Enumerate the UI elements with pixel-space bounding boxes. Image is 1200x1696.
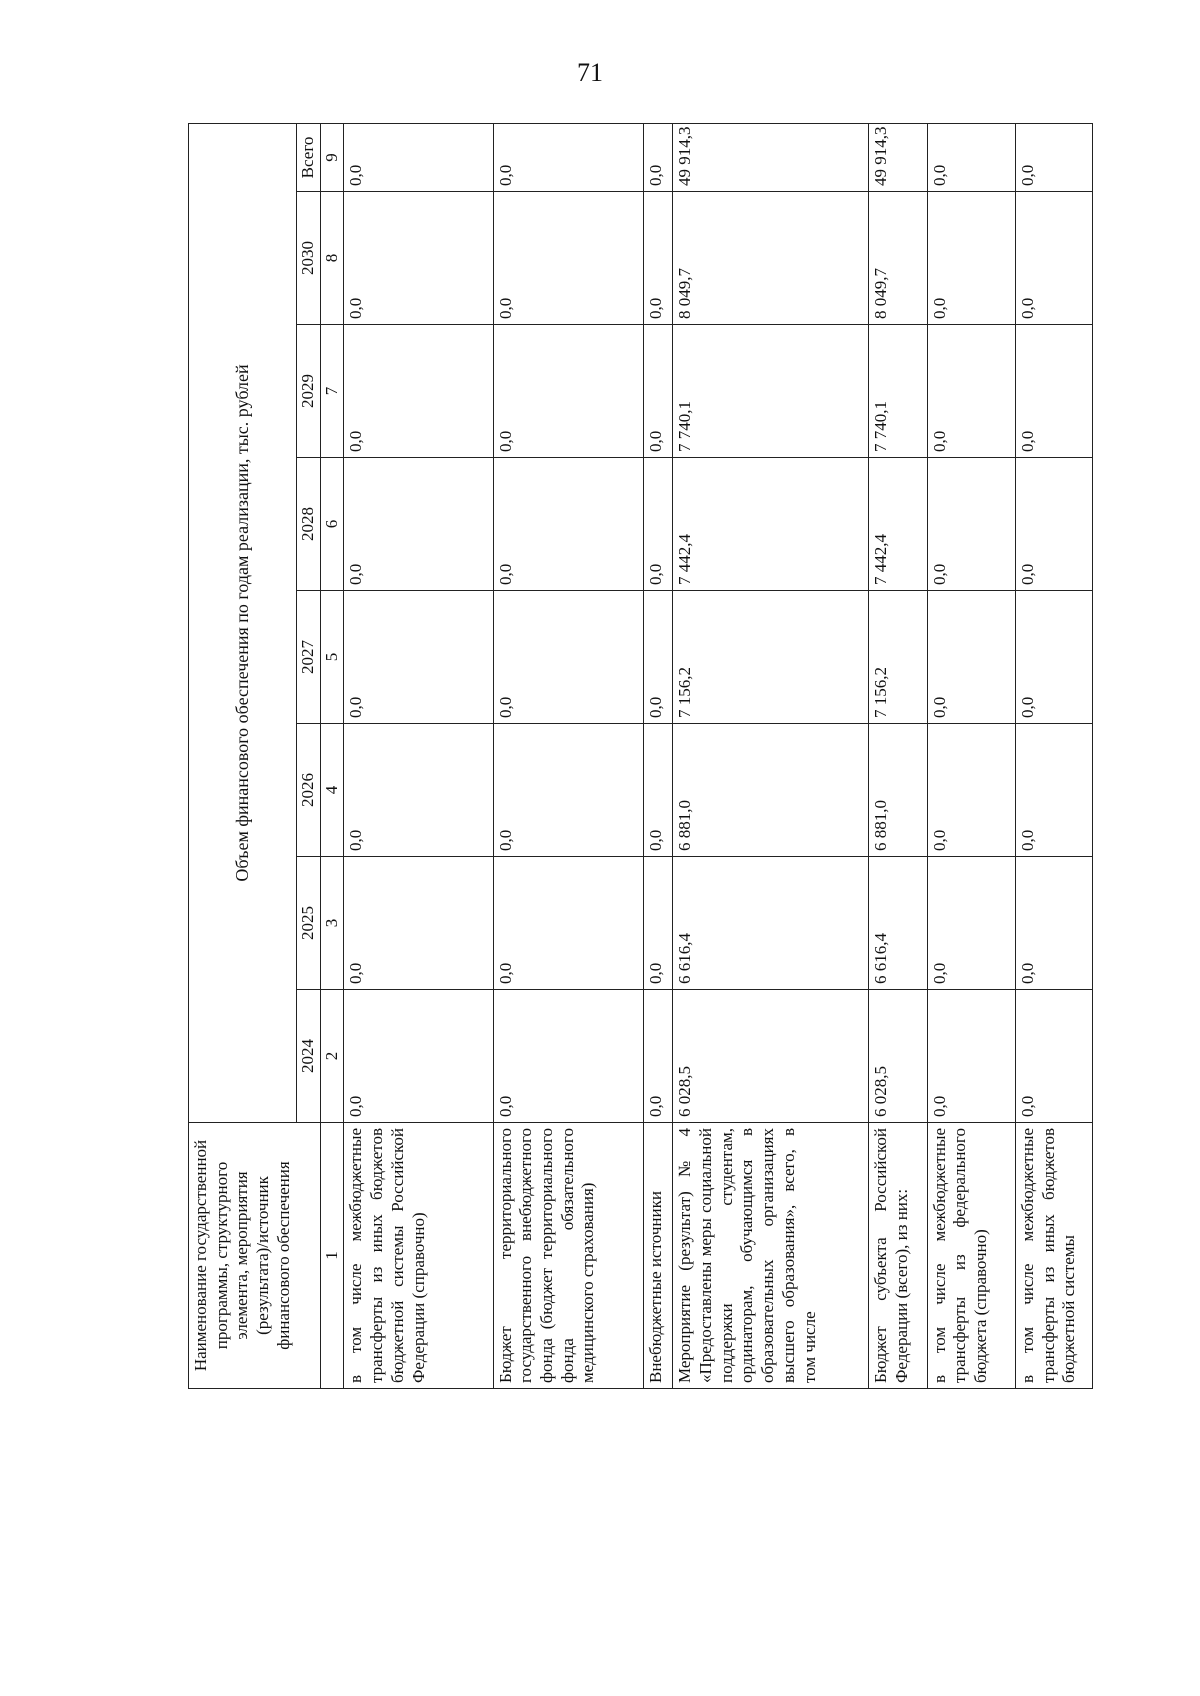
value-cell: 0,0 <box>643 123 673 191</box>
column-number: 7 <box>320 325 344 458</box>
year-header: Всего <box>297 123 321 191</box>
value-cell: 7 156,2 <box>673 591 869 724</box>
value-cell: 0,0 <box>1015 857 1092 990</box>
table-row <box>927 123 1015 1388</box>
value-cell: 0,0 <box>344 724 493 857</box>
row-name-cell: в том числе межбюджетные трансферты из иных бюджетов бюджетной системы Российской Федерации (справочно) <box>344 1123 493 1389</box>
header-name-cell: Наименование государственной программы, структурного элемента, мероприятия (результата)/источник финансового обеспечения <box>189 1123 321 1389</box>
row-name-cell: Внебюджетные источники <box>643 1123 673 1389</box>
table-row <box>1015 123 1092 1388</box>
value-cell: 0,0 <box>1015 192 1092 325</box>
value-cell: 6 616,4 <box>673 857 869 990</box>
value-cell: 0,0 <box>927 724 1015 857</box>
value-cell: 0,0 <box>1015 990 1092 1123</box>
year-header: 2024 <box>297 990 321 1123</box>
value-cell: 0,0 <box>643 990 673 1123</box>
value-cell: 0,0 <box>1015 591 1092 724</box>
table-body <box>344 123 1093 1388</box>
value-cell: 6 028,5 <box>869 990 927 1123</box>
table-row <box>673 123 869 1388</box>
value-cell: 0,0 <box>344 591 493 724</box>
value-cell: 7 442,4 <box>869 458 927 591</box>
value-cell: 8 049,7 <box>673 192 869 325</box>
year-header: 2028 <box>297 458 321 591</box>
header-volume-cell: Объем финансового обеспечения по годам реализации, тыс. рублей <box>189 123 297 1122</box>
value-cell: 0,0 <box>643 192 673 325</box>
value-cell: 0,0 <box>1015 325 1092 458</box>
value-cell: 49 914,3 <box>673 123 869 191</box>
value-cell: 0,0 <box>493 990 643 1123</box>
value-cell: 6 881,0 <box>673 724 869 857</box>
value-cell: 6 881,0 <box>869 724 927 857</box>
value-cell: 0,0 <box>1015 123 1092 191</box>
value-cell: 0,0 <box>1015 724 1092 857</box>
column-number: 1 <box>320 1123 344 1389</box>
column-number-row <box>320 123 344 1388</box>
value-cell: 7 740,1 <box>673 325 869 458</box>
value-cell: 0,0 <box>927 192 1015 325</box>
value-cell: 0,0 <box>493 192 643 325</box>
value-cell: 0,0 <box>643 325 673 458</box>
year-header: 2026 <box>297 724 321 857</box>
value-cell: 0,0 <box>643 724 673 857</box>
page-number: 71 <box>577 58 603 87</box>
value-cell: 0,0 <box>493 325 643 458</box>
row-name-cell: Бюджет территориального государственного внебюджетного фонда (бюджет территориального фонда обязательного медицинского страхования) <box>493 1123 643 1389</box>
value-cell: 0,0 <box>927 123 1015 191</box>
value-cell: 0,0 <box>927 458 1015 591</box>
row-name-cell: в том числе межбюджетные трансферты из федерального бюджета (справочно) <box>927 1123 1015 1389</box>
value-cell: 0,0 <box>643 591 673 724</box>
value-cell: 7 442,4 <box>673 458 869 591</box>
value-cell: 0,0 <box>1015 458 1092 591</box>
table-row <box>493 123 643 1388</box>
value-cell: 49 914,3 <box>869 123 927 191</box>
column-number: 9 <box>320 123 344 191</box>
value-cell: 0,0 <box>344 123 493 191</box>
row-name-cell: Бюджет субъекта Российской Федерации (всего), из них: <box>869 1123 927 1389</box>
value-cell: 6 028,5 <box>673 990 869 1123</box>
row-name-cell: в том числе межбюджетные трансферты из иных бюджетов бюджетной системы <box>1015 1123 1092 1389</box>
column-number: 2 <box>320 990 344 1123</box>
value-cell: 6 616,4 <box>869 857 927 990</box>
value-cell: 0,0 <box>493 458 643 591</box>
column-number: 5 <box>320 591 344 724</box>
value-cell: 0,0 <box>344 990 493 1123</box>
value-cell: 7 740,1 <box>869 325 927 458</box>
value-cell: 8 049,7 <box>869 192 927 325</box>
column-number: 6 <box>320 458 344 591</box>
table-row <box>643 123 673 1388</box>
value-cell: 0,0 <box>344 325 493 458</box>
value-cell: 7 156,2 <box>869 591 927 724</box>
year-header: 2030 <box>297 192 321 325</box>
year-header: 2025 <box>297 857 321 990</box>
column-number: 4 <box>320 724 344 857</box>
column-number: 8 <box>320 192 344 325</box>
year-header: 2027 <box>297 591 321 724</box>
value-cell: 0,0 <box>927 857 1015 990</box>
row-name-cell: Мероприятие (результат) № 4 «Предоставлены меры социальной поддержки студентам, ординаторам, обучающимся в образовательных организациях высшего образования», всего, в том числе <box>673 1123 869 1389</box>
value-cell: 0,0 <box>927 591 1015 724</box>
value-cell: 0,0 <box>493 857 643 990</box>
value-cell: 0,0 <box>493 123 643 191</box>
table-row <box>344 123 493 1388</box>
table-row <box>869 123 927 1388</box>
table-rotation-frame <box>188 124 1093 1389</box>
value-cell: 0,0 <box>493 724 643 857</box>
value-cell: 0,0 <box>643 458 673 591</box>
value-cell: 0,0 <box>493 591 643 724</box>
year-header: 2029 <box>297 325 321 458</box>
value-cell: 0,0 <box>927 325 1015 458</box>
value-cell: 0,0 <box>643 857 673 990</box>
value-cell: 0,0 <box>344 458 493 591</box>
value-cell: 0,0 <box>927 990 1015 1123</box>
column-number: 3 <box>320 857 344 990</box>
financing-table <box>188 123 1093 1389</box>
value-cell: 0,0 <box>344 192 493 325</box>
value-cell: 0,0 <box>344 857 493 990</box>
